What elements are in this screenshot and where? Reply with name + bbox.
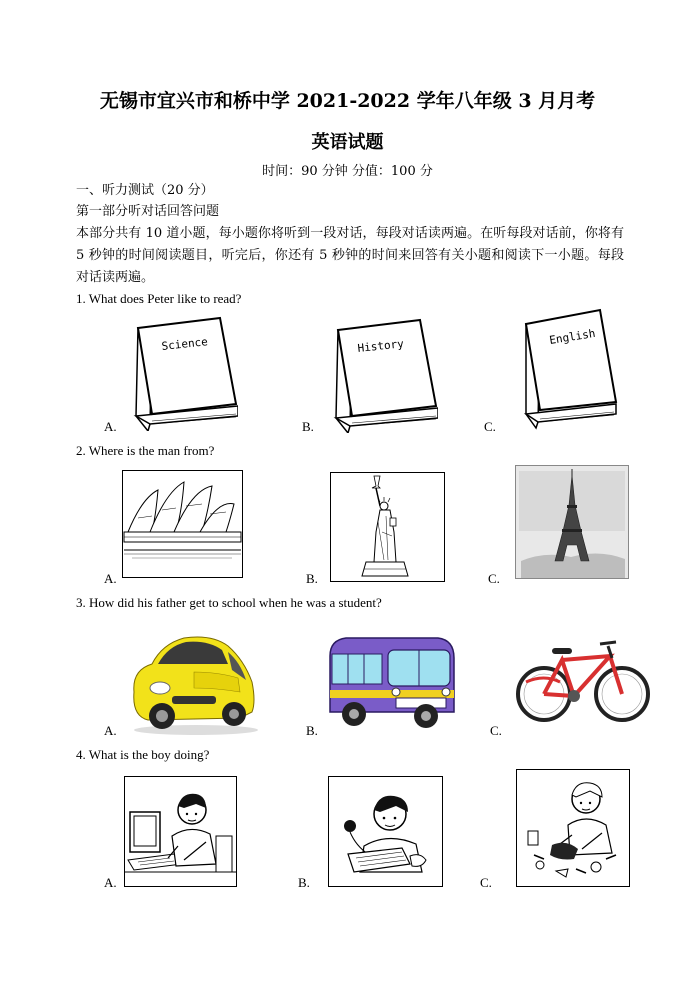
question-1-prompt: 1. What does Peter like to read? [76,291,242,306]
q4-option-a-label[interactable]: A. [104,875,117,890]
book-science-image [128,316,238,431]
sydney-opera-house-image [122,470,243,578]
q1-option-c-label[interactable]: C. [484,419,496,434]
part-heading: 第一部分听对话回答问题 [76,204,220,219]
q3-option-b-label[interactable]: B. [306,723,318,738]
book-english-title: English [548,326,597,347]
yellow-car-image [128,626,260,736]
boy-repairing-parts-image [516,769,630,887]
eiffel-tower-image [515,465,629,579]
instructions-paragraph: 本部分共有 10 道小题，每小题你将听到一段对话，每段对话读两遍。在听每段对话前，你将有 5 秒钟的时间阅读题目，听完后，你还有 5 秒钟的时间来回答有关小题和阅读下一小题。每段对话读两遍。 [76,226,624,285]
q2-option-a-label[interactable]: A. [104,571,117,586]
question-2-prompt: 2. Where is the man from? [76,443,215,458]
bus-image [326,632,458,732]
book-science-title: Science [160,335,209,353]
q1-option-b-label[interactable]: B. [302,419,314,434]
section-heading: 一、听力测试（20 分） [76,183,214,198]
question-3-prompt: 3. How did his father get to school when he was a student? [76,595,382,610]
q4-option-c-label[interactable]: C. [480,875,492,890]
book-english-image [522,306,622,431]
bicycle-image [516,628,650,728]
boy-using-computer-image [124,776,237,887]
q3-option-c-label[interactable]: C. [490,723,502,738]
boy-typing-keyboard-image [328,776,443,887]
book-history-image [328,318,438,433]
exam-meta: 时间：90 分钟 分值：100 分 [262,164,433,179]
q4-option-b-label[interactable]: B. [298,875,310,890]
exam-subtitle: 英语试题 [311,132,384,153]
question-4-prompt: 4. What is the boy doing? [76,747,210,762]
q2-option-c-label[interactable]: C. [488,571,500,586]
q2-option-b-label[interactable]: B. [306,571,318,586]
q1-option-a-label[interactable]: A. [104,419,117,434]
q3-option-a-label[interactable]: A. [104,723,117,738]
exam-title: 无锡市宜兴市和桥中学 2021-2022 学年八年级 3 月月考 [99,90,596,112]
statue-of-liberty-image [330,472,445,582]
book-history-title: History [356,337,405,355]
